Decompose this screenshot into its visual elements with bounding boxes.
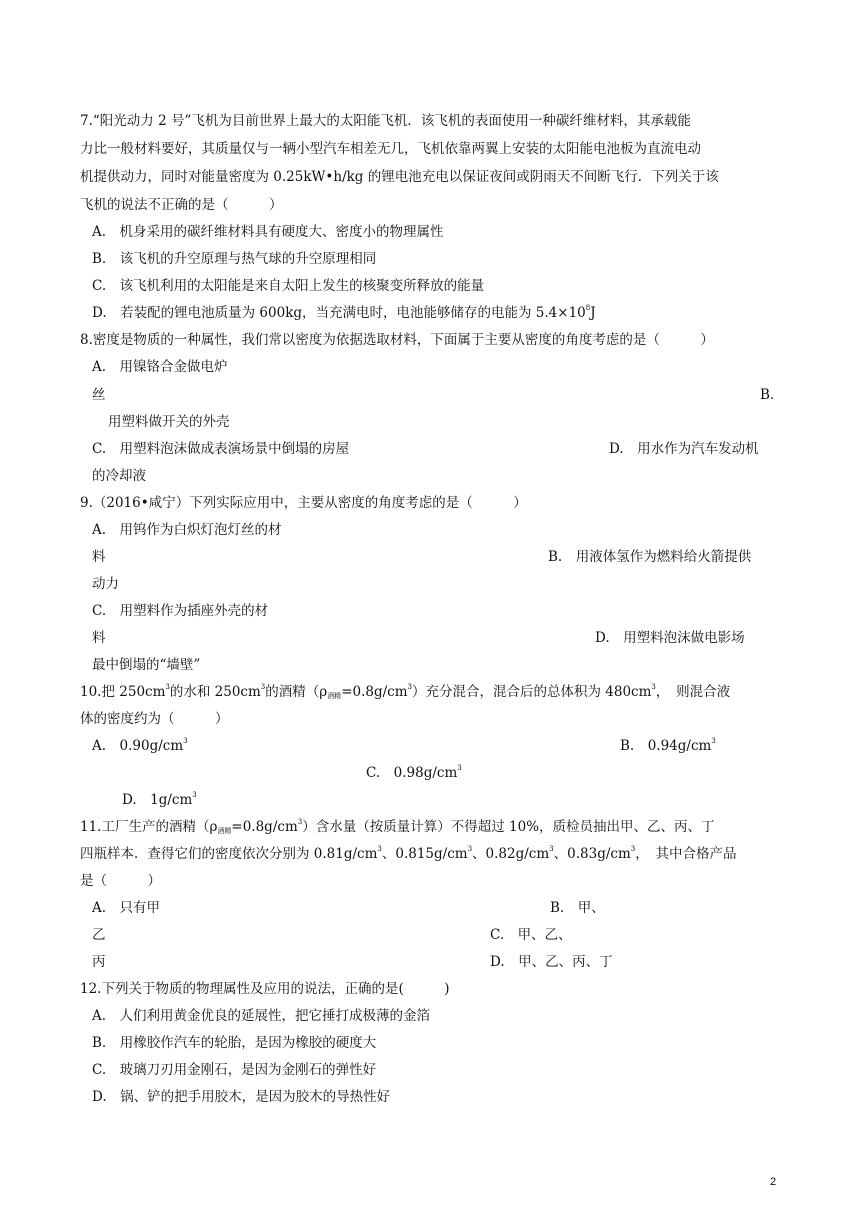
q8-option-d: D. 用水作为汽车发动机 <box>609 441 759 457</box>
q12-option-d: D. 锅、铲的把手用胶木，是因为胶木的导热性好 <box>92 1089 391 1105</box>
q7-option-d-exponent: 8 <box>585 304 591 312</box>
q10-sup: 3 <box>260 683 266 691</box>
q7-option-d-unit: J <box>590 305 596 321</box>
q10-stem-line2: 体的密度约为（ ） <box>80 711 229 727</box>
q11-sup: 3 <box>549 845 554 853</box>
q11-stem-line3: 是（ ） <box>80 873 161 889</box>
q10-stem-line1 <box>80 683 730 701</box>
q10-sup: 3 <box>183 737 188 745</box>
q8-option-a: A. 用镍铬合金做电炉 <box>92 359 228 375</box>
q8-stem: 8.密度是物质的一种属性，我们常以密度为依据选取材料，下面属于主要从密度的角度考虑的是（ ） <box>80 332 714 348</box>
q10-subscript: 酒精 <box>327 692 342 700</box>
q10-option-c-text: C. 0.98g/cm <box>366 765 458 781</box>
q10-text: ）充分混合，混合后的总体积为 480cm <box>412 684 652 700</box>
q9-option-d: D. 用塑料泡沫做电影场 <box>595 630 745 646</box>
q11-stem-line1 <box>80 818 715 836</box>
q9-option-a-wrap: 料 <box>92 549 106 565</box>
q10-text: 的水和 250cm <box>169 684 261 700</box>
q11-text: =0.8g/cm <box>231 819 298 835</box>
q11-text: 、0.82g/cm <box>472 846 550 862</box>
q10-option-a-text: A. 0.90g/cm <box>92 738 184 754</box>
q8-option-a-wrap: 丝 <box>92 387 106 403</box>
q10-option-d <box>122 791 197 809</box>
q10-sup: 3 <box>165 683 170 691</box>
page-number: 2 <box>770 1176 777 1188</box>
q11-text: 11.工厂生产的酒精（ρ <box>80 819 218 835</box>
q9-option-c: C. 用塑料作为插座外壳的材 <box>92 603 269 619</box>
q11-text: ）含水量（按质量计算）不得超过 10%，质检员抽出甲、乙、丙、丁 <box>302 819 715 835</box>
q10-text: 10.把 250cm <box>80 684 166 700</box>
q7-option-d <box>92 304 596 322</box>
q11-subscript: 酒精 <box>217 827 232 835</box>
q7-line4: 飞机的说法不正确的是（ ） <box>80 197 283 213</box>
q11-sup: 3 <box>630 845 636 853</box>
q8-option-b: 用塑料做开关的外壳 <box>108 414 230 430</box>
q12-option-b: B. 用橡胶作汽车的轮胎，是因为橡胶的硬度大 <box>92 1035 377 1051</box>
q7-option-a: A. 机身采用的碳纤维材料具有硬度大、密度小的物理属性 <box>92 224 444 240</box>
q11-sup: 3 <box>467 845 473 853</box>
q10-sup: 3 <box>192 791 197 799</box>
q7-option-b: B. 该飞机的升空原理与热气球的升空原理相同 <box>92 251 377 267</box>
q11-text: 四瓶样本．查得它们的密度依次分别为 0.81g/cm <box>80 846 378 862</box>
q10-option-d-text: D. 1g/cm <box>122 792 193 808</box>
q7-line3: 机提供动力，同时对能量密度为 0.25kW•h/kg 的锂电池充电以保证夜间或阴雨天不间断飞行．下列关于该 <box>80 169 719 185</box>
q7-option-c: C. 该飞机利用的太阳能是来自太阳上发生的核聚变所释放的能量 <box>92 278 485 294</box>
q11-option-c: C. 甲、乙、 <box>490 927 572 943</box>
q12-option-c: C. 玻璃刀刃用金刚石，是因为金刚石的弹性好 <box>92 1062 377 1078</box>
q9-option-b-wrap: 动力 <box>92 576 119 592</box>
q8-option-c: C. 用塑料泡沫做成表演场景中倒塌的房屋 <box>92 441 350 457</box>
q9-option-c-wrap: 料 <box>92 630 106 646</box>
q12-option-a: A. 人们利用黄金优良的延展性，把它捶打成极薄的金箔 <box>92 1008 431 1024</box>
q11-text: ， 其中合格产品 <box>635 846 737 862</box>
q7-line1: 7.“阳光动力 2 号”飞机为目前世界上最大的太阳能飞机．该飞机的表面使用一种碳纤维材料，其承载能 <box>80 113 691 129</box>
q10-text: ， 则混合液 <box>655 684 731 700</box>
q10-sup: 3 <box>457 764 462 772</box>
q11-sup: 3 <box>377 845 382 853</box>
q11-option-c-wrap: 丙 <box>92 954 106 970</box>
q11-text: 、0.83g/cm <box>553 846 631 862</box>
q10-option-b-text: B. 0.94g/cm <box>620 738 712 754</box>
q9-option-b: B. 用液体氢作为燃料给火箭提供 <box>548 549 752 565</box>
q10-sup: 3 <box>711 737 716 745</box>
q10-text: =0.8g/cm <box>341 684 408 700</box>
q9-option-a: A. 用钨作为白炽灯泡灯丝的材 <box>92 522 282 538</box>
q10-text: 的酒精（ρ <box>265 684 328 700</box>
q10-option-b <box>620 737 716 755</box>
q10-option-c <box>366 764 462 782</box>
q11-stem-line2 <box>80 845 736 863</box>
q11-option-b-wrap: 乙 <box>92 927 106 943</box>
q10-option-a <box>92 737 188 755</box>
q8-option-d-wrap: 的冷却液 <box>92 468 146 484</box>
q12-stem: 12.下列关于物质的物理属性及应用的说法，正确的是( ) <box>80 981 450 997</box>
q8-option-b-label: B. <box>760 387 775 403</box>
q11-sup: 3 <box>297 818 303 826</box>
q9-stem: 9.（2016•咸宁）下列实际应用中，主要从密度的角度考虑的是（ ） <box>80 495 527 511</box>
q10-sup: 3 <box>651 683 656 691</box>
q9-option-d-wrap: 最中倒塌的“墙壁” <box>92 657 201 673</box>
q11-option-b: B. 甲、 <box>550 900 605 916</box>
q11-option-d: D. 甲、乙、丙、丁 <box>490 954 613 970</box>
q7-option-d-text: D. 若装配的锂电池质量为 600kg，当充满电时，电池能够储存的电能为 5.4×10 <box>92 305 586 321</box>
q11-option-a: A. 只有甲 <box>92 900 161 916</box>
q11-text: 、0.815g/cm <box>381 846 468 862</box>
q7-line2: 力比一般材料要好，其质量仅与一辆小型汽车相差无几，飞机依靠两翼上安装的太阳能电池板为直流电动 <box>80 141 701 157</box>
q10-sup: 3 <box>407 683 412 691</box>
